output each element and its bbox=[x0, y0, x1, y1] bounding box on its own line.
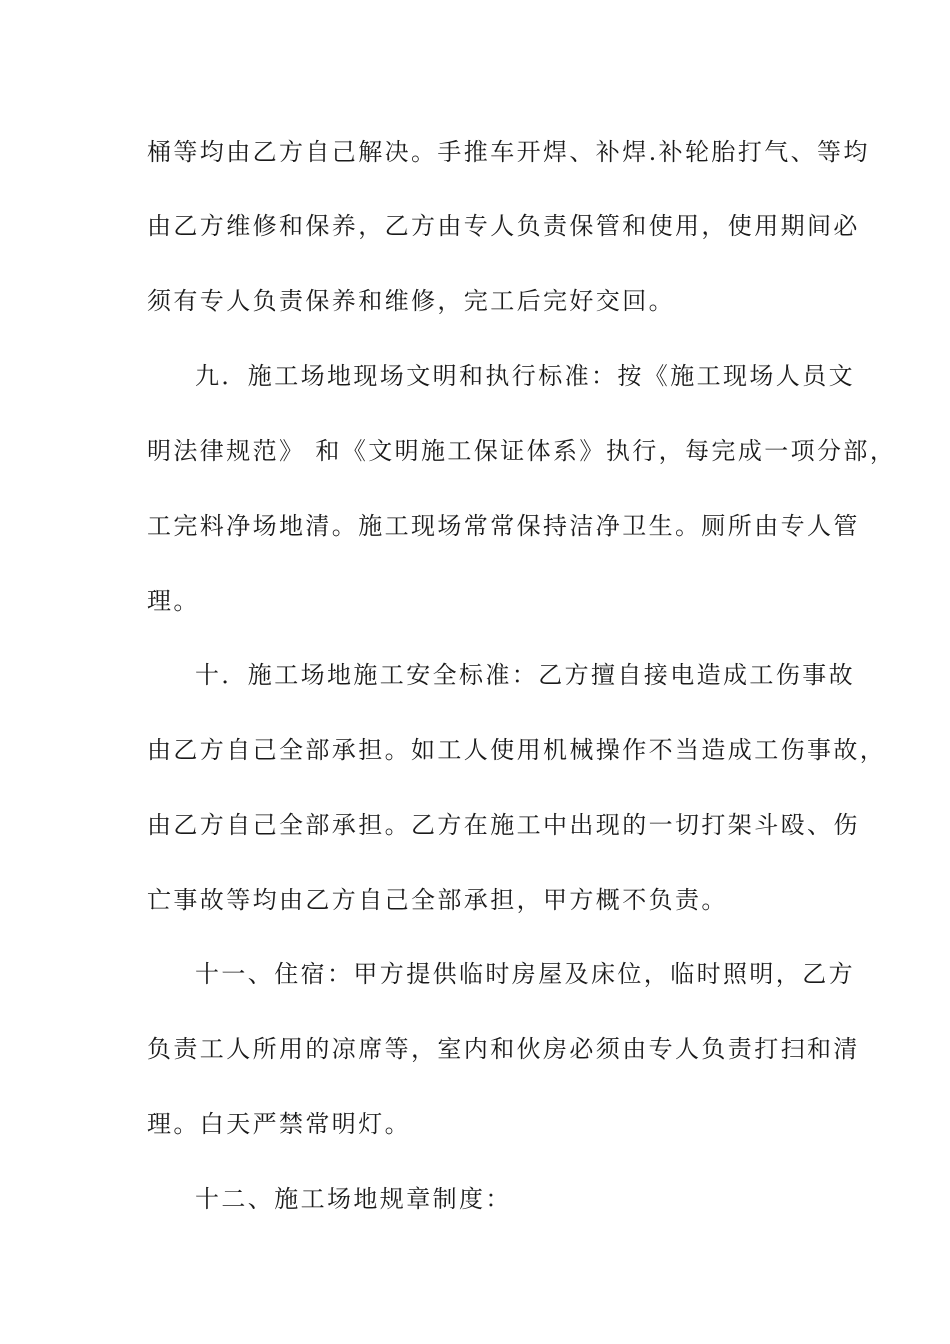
text-line: 由乙方自己全部承担。如工人使用机械操作不当造成工伤事故， bbox=[147, 736, 887, 764]
paragraph-11-first-line: 十一、住宿：甲方提供临时房屋及床位，临时照明，乙方 bbox=[195, 960, 855, 988]
text-line: 由乙方维修和保养，乙方由专人负责保管和使用，使用期间必 bbox=[147, 212, 860, 240]
paragraph-9-first-line: 九．施工场地现场文明和执行标准：按《施工现场人员文 bbox=[195, 362, 855, 390]
text-line: 须有专人负责保养和维修，完工后完好交回。 bbox=[147, 287, 675, 315]
paragraph-12-heading: 十二、施工场地规章制度： bbox=[195, 1185, 512, 1213]
text-line: 明法律规范》 和《文明施工保证体系》执行，每完成一项分部， bbox=[147, 437, 897, 465]
text-line: 亡事故等均由乙方自己全部承担，甲方概不负责。 bbox=[147, 886, 728, 914]
text-line: 工完料净场地清。施工现场常常保持洁净卫生。厕所由专人管 bbox=[147, 512, 860, 540]
paragraph-10-first-line: 十．施工场地施工安全标准：乙方擅自接电造成工伤事故 bbox=[195, 661, 855, 689]
text-line: 理。白天严禁常明灯。 bbox=[147, 1110, 411, 1138]
text-line: 由乙方自己全部承担。乙方在施工中出现的一切打架斗殴、伤 bbox=[147, 811, 860, 839]
text-line: 桶等均由乙方自己解决。手推车开焊、补焊.补轮胎打气、等均 bbox=[147, 138, 870, 166]
text-line: 负责工人所用的凉席等，室内和伙房必须由专人负责打扫和清 bbox=[147, 1035, 860, 1063]
text-line: 理。 bbox=[147, 587, 200, 615]
